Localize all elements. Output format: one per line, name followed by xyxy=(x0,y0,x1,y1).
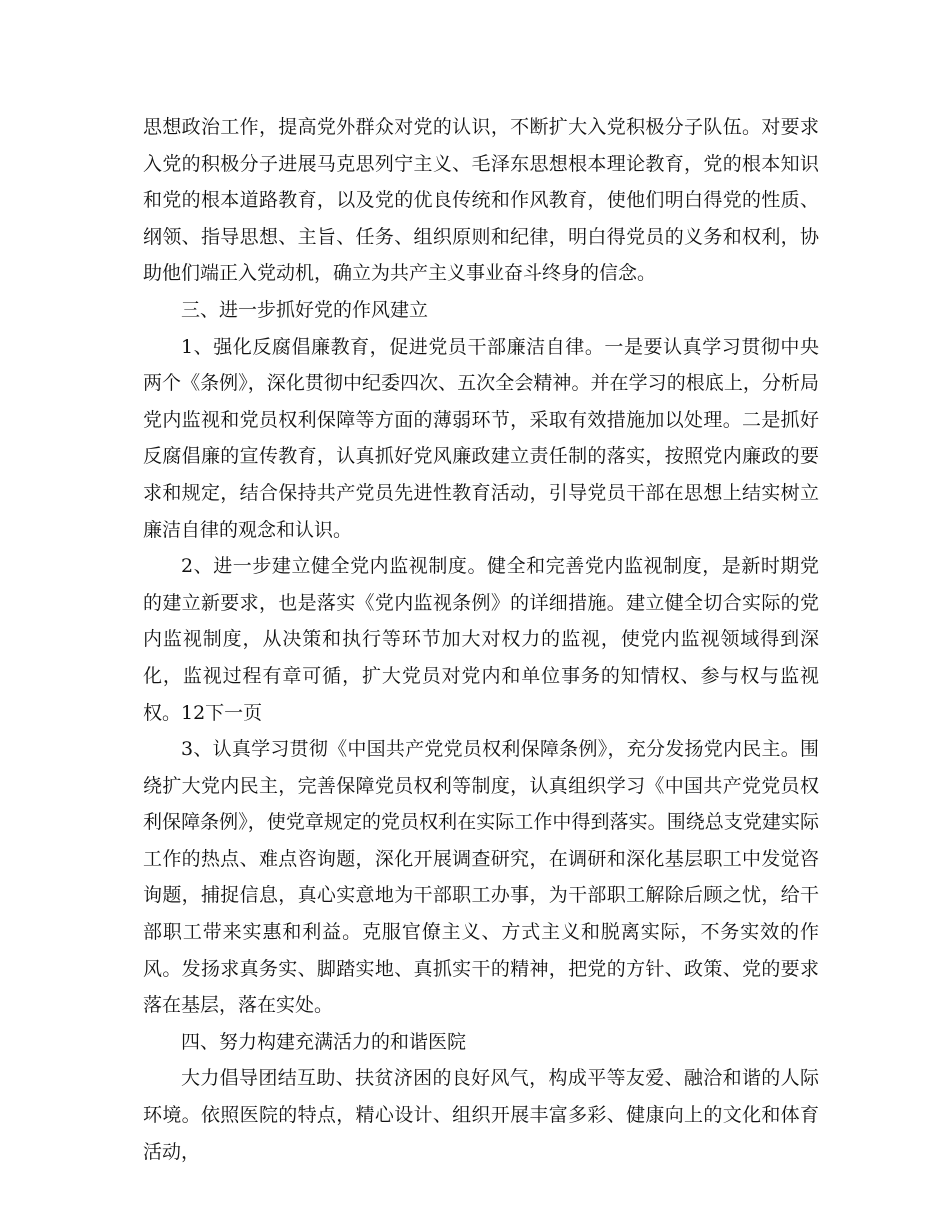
paragraph-continuation: 思想政治工作，提高党外群众对党的认识，不断扩大入党积极分子队伍。对要求入党的积极分子进展马克思列宁主义、毛泽东思想根本理论教育，党的根本知识和党的根本道路教育，以及党的优良传统和作风教育，使他们明白得党的性质、纲领、指导思想、主旨、任务、组织原则和纪律，明白得党员的义务和权利，协助他们端正入党动机，确立为共产主义事业奋斗终身的信念。 xyxy=(143,116,819,285)
section-heading-3: 三、进一步抓好党的作风建立 xyxy=(181,298,429,321)
section-heading-4: 四、努力构建充满活力的和谐医院 xyxy=(181,1030,467,1053)
paragraph-item-2: 2、进一步建立健全党内监视制度。健全和完善党内监视制度，是新时期党的建立新要求，也是落实《党内监视条例》的详细措施。建立健全切合实际的党内监视制度，从决策和执行等环节加大对权力的监视，使党内监视领域得到深化，监视过程有章可循，扩大党员对党内和单位事务的知情权、参与权与监视权。12下一页 xyxy=(143,555,819,724)
paragraph-item-3: 3、认真学习贯彻《中国共产党党员权利保障条例》，充分发扬党内民主。围绕扩大党内民主，完善保障党员权利等制度，认真组织学习《中国共产党党员权利保障条例》，使党章规定的党员权利在实际工作中得到落实。围绕总支党建实际工作的热点、难点咨询题，深化开展调查研究，在调研和深化基层职工中发觉咨询题，捕捉信息，真心实意地为干部职工办事，为干部职工解除后顾之忧，给干部职工带来实惠和利益。克服官僚主义、方式主义和脱离实际，不务实效的作风。发扬求真务实、脚踏实地、真抓实干的精神，把党的方针、政策、党的要求落在基层，落在实处。 xyxy=(143,738,819,1017)
paragraph-harmony: 大力倡导团结互助、扶贫济困的良好风气，构成平等友爱、融洽和谐的人际环境。依照医院的特点，精心设计、组织开展丰富多彩、健康向上的文化和体育活动， xyxy=(143,1067,819,1163)
paragraph-item-1: 1、强化反腐倡廉教育，促进党员干部廉洁自律。一是要认真学习贯彻中央两个《条例》，深化贯彻中纪委四次、五次全会精神。并在学习的根底上，分析局党内监视和党员权利保障等方面的薄弱环节，采取有效措施加以处理。二是抓好反腐倡廉的宣传教育，认真抓好党风廉政建立责任制的落实，按照党内廉政的要求和规定，结合保持共产党员先进性教育活动，引导党员干部在思想上结实树立廉洁自律的观念和认识。 xyxy=(143,335,819,541)
document-body xyxy=(143,109,819,1170)
